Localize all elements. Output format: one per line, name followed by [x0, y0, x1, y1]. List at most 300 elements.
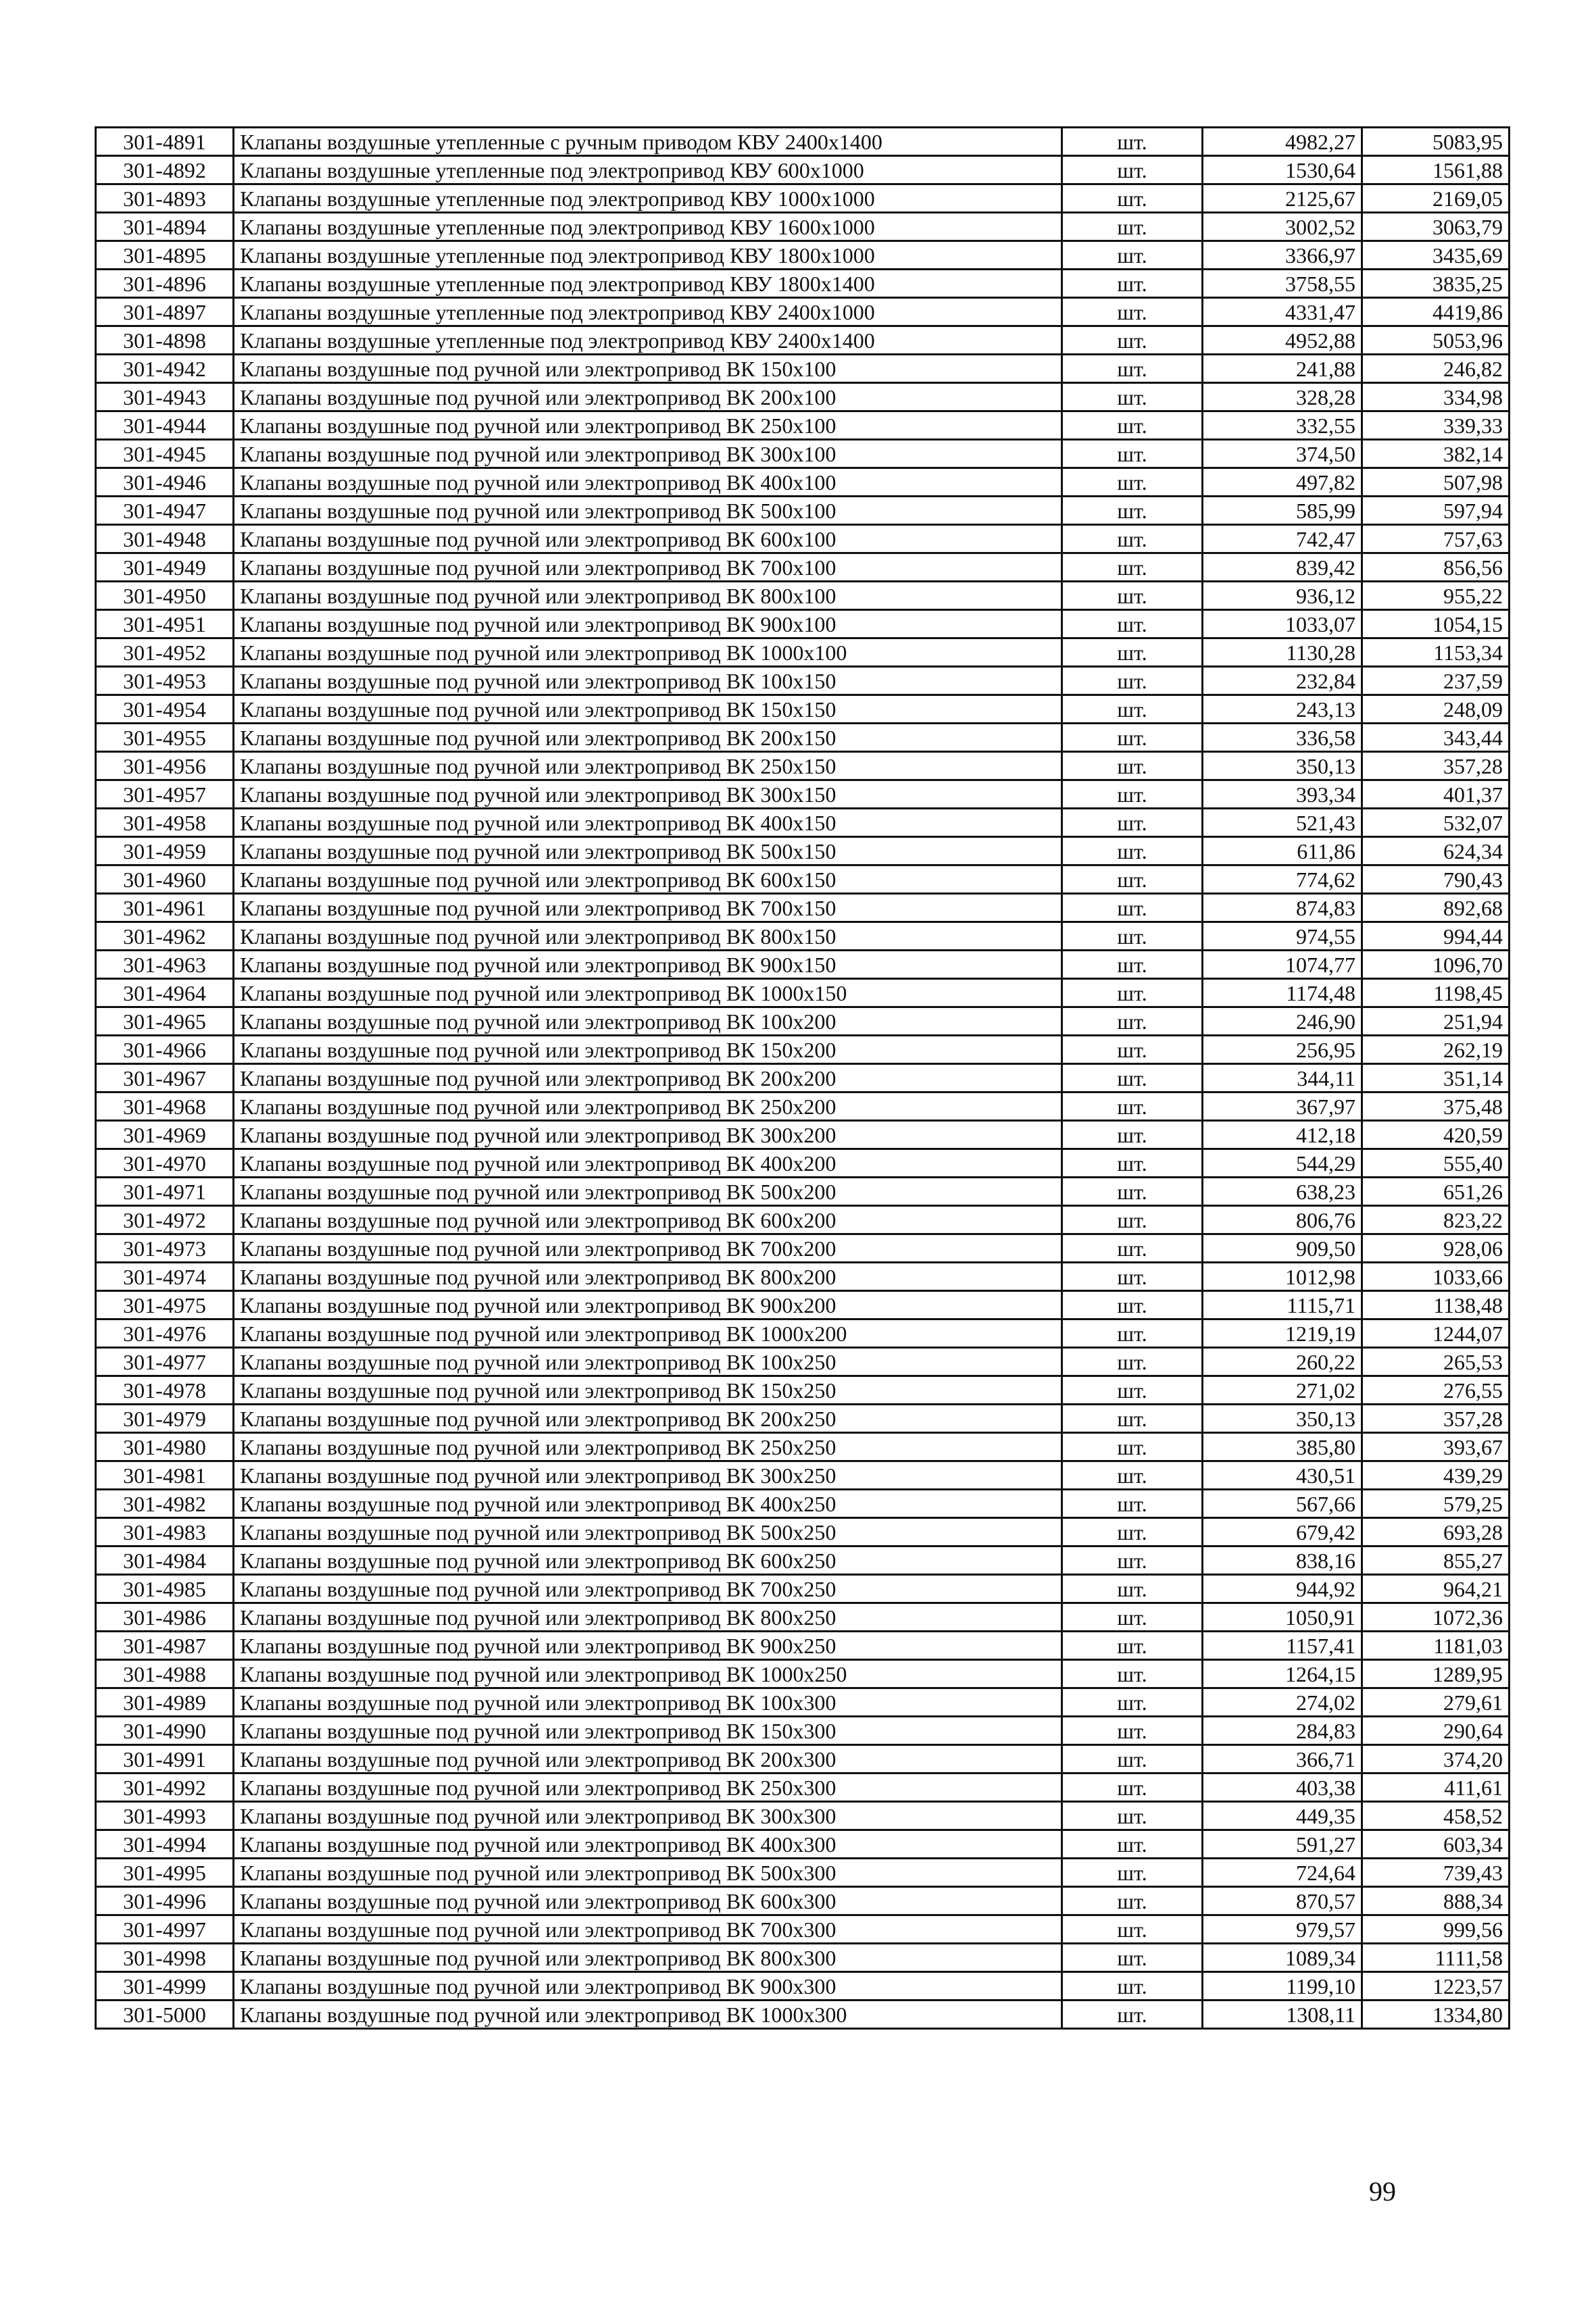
- unit-cell: шт.: [1062, 1802, 1203, 1830]
- price-2-cell: 856,56: [1362, 553, 1510, 582]
- unit-cell: шт.: [1062, 525, 1203, 553]
- item-code-cell: 301-4966: [96, 1036, 234, 1064]
- item-code-cell: 301-4962: [96, 922, 234, 951]
- price-1-cell: 4982,27: [1203, 128, 1362, 156]
- item-name-cell: Клапаны воздушные под ручной или электропривод ВК 500х250: [234, 1518, 1062, 1546]
- item-name-cell: Клапаны воздушные под ручной или электропривод ВК 1000х200: [234, 1319, 1062, 1348]
- item-code-cell: 301-4972: [96, 1206, 234, 1234]
- item-code-cell: 301-4969: [96, 1121, 234, 1149]
- unit-cell: шт.: [1062, 1121, 1203, 1149]
- item-name-cell: Клапаны воздушные под ручной или электропривод ВК 500х100: [234, 497, 1062, 525]
- unit-cell: шт.: [1062, 355, 1203, 383]
- price-2-cell: 262,19: [1362, 1036, 1510, 1064]
- unit-cell: шт.: [1062, 2001, 1203, 2029]
- unit-cell: шт.: [1062, 1660, 1203, 1688]
- price-2-cell: 1054,15: [1362, 610, 1510, 638]
- price-1-cell: 1199,10: [1203, 1972, 1362, 2001]
- item-name-cell: Клапаны воздушные под ручной или электропривод ВК 1000х150: [234, 979, 1062, 1007]
- item-code-cell: 301-4961: [96, 894, 234, 922]
- item-name-cell: Клапаны воздушные утепленные под электропривод КВУ 1600х1000: [234, 213, 1062, 241]
- price-1-cell: 4331,47: [1203, 298, 1362, 326]
- unit-cell: шт.: [1062, 1376, 1203, 1405]
- price-1-cell: 944,92: [1203, 1575, 1362, 1603]
- price-1-cell: 4952,88: [1203, 326, 1362, 355]
- table-row: [96, 922, 1510, 951]
- price-1-cell: 874,83: [1203, 894, 1362, 922]
- item-name-cell: Клапаны воздушные под ручной или электропривод ВК 400х250: [234, 1490, 1062, 1518]
- table-row: [96, 184, 1510, 213]
- item-name-cell: Клапаны воздушные утепленные под электропривод КВУ 1000х1000: [234, 184, 1062, 213]
- item-name-cell: Клапаны воздушные под ручной или электропривод ВК 200х200: [234, 1064, 1062, 1092]
- item-code-cell: 301-4997: [96, 1915, 234, 1944]
- table-row: [96, 1717, 1510, 1745]
- unit-cell: шт.: [1062, 1830, 1203, 1859]
- table-row: [96, 837, 1510, 865]
- price-2-cell: 1561,88: [1362, 156, 1510, 184]
- table-row: [96, 1745, 1510, 1774]
- unit-cell: шт.: [1062, 184, 1203, 213]
- price-2-cell: 393,67: [1362, 1433, 1510, 1461]
- unit-cell: шт.: [1062, 1944, 1203, 1972]
- item-name-cell: Клапаны воздушные под ручной или электропривод ВК 600х150: [234, 865, 1062, 894]
- table-row: [96, 1830, 1510, 1859]
- unit-cell: шт.: [1062, 553, 1203, 582]
- price-2-cell: 1072,36: [1362, 1603, 1510, 1632]
- item-name-cell: Клапаны воздушные под ручной или электропривод ВК 300х250: [234, 1461, 1062, 1490]
- price-2-cell: 3435,69: [1362, 241, 1510, 270]
- item-name-cell: Клапаны воздушные под ручной или электропривод ВК 250х250: [234, 1433, 1062, 1461]
- table-row: [96, 1632, 1510, 1660]
- price-1-cell: 1174,48: [1203, 979, 1362, 1007]
- price-2-cell: 458,52: [1362, 1802, 1510, 1830]
- price-2-cell: 1033,66: [1362, 1263, 1510, 1291]
- item-code-cell: 301-4964: [96, 979, 234, 1007]
- item-name-cell: Клапаны воздушные утепленные под электропривод КВУ 1800х1400: [234, 270, 1062, 298]
- item-name-cell: Клапаны воздушные утепленные под электропривод КВУ 1800х1000: [234, 241, 1062, 270]
- table-row: [96, 326, 1510, 355]
- price-1-cell: 1308,11: [1203, 2001, 1362, 2029]
- price-1-cell: 497,82: [1203, 468, 1362, 497]
- item-code-cell: 301-4958: [96, 809, 234, 837]
- unit-cell: шт.: [1062, 440, 1203, 468]
- price-2-cell: 603,34: [1362, 1830, 1510, 1859]
- item-code-cell: 301-4995: [96, 1859, 234, 1887]
- price-1-cell: 838,16: [1203, 1546, 1362, 1575]
- item-code-cell: 301-4896: [96, 270, 234, 298]
- unit-cell: шт.: [1062, 1149, 1203, 1178]
- item-code-cell: 301-4956: [96, 752, 234, 780]
- unit-cell: шт.: [1062, 497, 1203, 525]
- price-1-cell: 256,95: [1203, 1036, 1362, 1064]
- table-row: [96, 525, 1510, 553]
- price-2-cell: 955,22: [1362, 582, 1510, 610]
- item-code-cell: 301-4987: [96, 1632, 234, 1660]
- price-2-cell: 739,43: [1362, 1859, 1510, 1887]
- item-name-cell: Клапаны воздушные утепленные под электропривод КВУ 2400х1400: [234, 326, 1062, 355]
- price-1-cell: 1074,77: [1203, 951, 1362, 979]
- table-row: [96, 1660, 1510, 1688]
- table-row: [96, 1490, 1510, 1518]
- item-code-cell: 301-4983: [96, 1518, 234, 1546]
- price-2-cell: 357,28: [1362, 752, 1510, 780]
- item-name-cell: Клапаны воздушные утепленные с ручным приводом КВУ 2400х1400: [234, 128, 1062, 156]
- table-row: [96, 724, 1510, 752]
- price-1-cell: 3002,52: [1203, 213, 1362, 241]
- price-1-cell: 544,29: [1203, 1149, 1362, 1178]
- table-row: [96, 2001, 1510, 2029]
- table-row: [96, 1007, 1510, 1036]
- table-row: [96, 497, 1510, 525]
- price-2-cell: 1138,48: [1362, 1291, 1510, 1319]
- page-number: 99: [1369, 2176, 1396, 2207]
- unit-cell: шт.: [1062, 894, 1203, 922]
- item-code-cell: 301-4893: [96, 184, 234, 213]
- price-2-cell: 823,22: [1362, 1206, 1510, 1234]
- table-row: [96, 213, 1510, 241]
- item-name-cell: Клапаны воздушные под ручной или электропривод ВК 100х250: [234, 1348, 1062, 1376]
- unit-cell: шт.: [1062, 1688, 1203, 1717]
- price-1-cell: 979,57: [1203, 1915, 1362, 1944]
- item-code-cell: 301-4994: [96, 1830, 234, 1859]
- item-code-cell: 301-4999: [96, 1972, 234, 2001]
- table-row: [96, 1575, 1510, 1603]
- unit-cell: шт.: [1062, 695, 1203, 724]
- item-name-cell: Клапаны воздушные под ручной или электропривод ВК 900х250: [234, 1632, 1062, 1660]
- price-2-cell: 964,21: [1362, 1575, 1510, 1603]
- price-1-cell: 1115,71: [1203, 1291, 1362, 1319]
- unit-cell: шт.: [1062, 156, 1203, 184]
- item-code-cell: 301-4942: [96, 355, 234, 383]
- item-code-cell: 301-4943: [96, 383, 234, 411]
- price-2-cell: 757,63: [1362, 525, 1510, 553]
- item-code-cell: 301-4982: [96, 1490, 234, 1518]
- item-name-cell: Клапаны воздушные под ручной или электропривод ВК 1000х100: [234, 638, 1062, 667]
- unit-cell: шт.: [1062, 1007, 1203, 1036]
- item-code-cell: 301-4973: [96, 1234, 234, 1263]
- item-name-cell: Клапаны воздушные под ручной или электропривод ВК 250х150: [234, 752, 1062, 780]
- table-row: [96, 440, 1510, 468]
- item-name-cell: Клапаны воздушные под ручной или электропривод ВК 250х100: [234, 411, 1062, 440]
- unit-cell: шт.: [1062, 1405, 1203, 1433]
- price-2-cell: 374,20: [1362, 1745, 1510, 1774]
- price-2-cell: 3835,25: [1362, 270, 1510, 298]
- table-row: [96, 752, 1510, 780]
- unit-cell: шт.: [1062, 1319, 1203, 1348]
- price-1-cell: 284,83: [1203, 1717, 1362, 1745]
- item-code-cell: 301-4954: [96, 695, 234, 724]
- price-1-cell: 274,02: [1203, 1688, 1362, 1717]
- price-1-cell: 246,90: [1203, 1007, 1362, 1036]
- unit-cell: шт.: [1062, 1575, 1203, 1603]
- price-1-cell: 1089,34: [1203, 1944, 1362, 1972]
- item-code-cell: 301-4996: [96, 1887, 234, 1915]
- price-1-cell: 393,34: [1203, 780, 1362, 809]
- table-row: [96, 1405, 1510, 1433]
- price-1-cell: 742,47: [1203, 525, 1362, 553]
- price-1-cell: 1219,19: [1203, 1319, 1362, 1348]
- unit-cell: шт.: [1062, 1546, 1203, 1575]
- unit-cell: шт.: [1062, 1178, 1203, 1206]
- price-2-cell: 507,98: [1362, 468, 1510, 497]
- item-code-cell: 301-4986: [96, 1603, 234, 1632]
- price-1-cell: 350,13: [1203, 1405, 1362, 1433]
- item-code-cell: 301-4977: [96, 1348, 234, 1376]
- price-1-cell: 2125,67: [1203, 184, 1362, 213]
- item-name-cell: Клапаны воздушные под ручной или электропривод ВК 700х150: [234, 894, 1062, 922]
- price-1-cell: 585,99: [1203, 497, 1362, 525]
- price-1-cell: 611,86: [1203, 837, 1362, 865]
- item-name-cell: Клапаны воздушные под ручной или электропривод ВК 400х300: [234, 1830, 1062, 1859]
- price-2-cell: 624,34: [1362, 837, 1510, 865]
- price-1-cell: 243,13: [1203, 695, 1362, 724]
- item-code-cell: 301-4897: [96, 298, 234, 326]
- table-row: [96, 1291, 1510, 1319]
- table-row: [96, 1149, 1510, 1178]
- price-1-cell: 332,55: [1203, 411, 1362, 440]
- table-row: [96, 780, 1510, 809]
- table-row: [96, 667, 1510, 695]
- table-row: [96, 1944, 1510, 1972]
- table-row: [96, 241, 1510, 270]
- item-name-cell: Клапаны воздушные под ручной или электропривод ВК 800х250: [234, 1603, 1062, 1632]
- price-2-cell: 246,82: [1362, 355, 1510, 383]
- table-row: [96, 411, 1510, 440]
- price-2-cell: 237,59: [1362, 667, 1510, 695]
- item-name-cell: Клапаны воздушные под ручной или электропривод ВК 1000х250: [234, 1660, 1062, 1688]
- price-1-cell: 260,22: [1203, 1348, 1362, 1376]
- unit-cell: шт.: [1062, 724, 1203, 752]
- price-1-cell: 350,13: [1203, 752, 1362, 780]
- table-row: [96, 1348, 1510, 1376]
- price-2-cell: 532,07: [1362, 809, 1510, 837]
- unit-cell: шт.: [1062, 1490, 1203, 1518]
- item-code-cell: 301-4989: [96, 1688, 234, 1717]
- unit-cell: шт.: [1062, 951, 1203, 979]
- price-2-cell: 3063,79: [1362, 213, 1510, 241]
- item-code-cell: 301-4992: [96, 1774, 234, 1802]
- price-1-cell: 1050,91: [1203, 1603, 1362, 1632]
- item-code-cell: 301-4947: [96, 497, 234, 525]
- table-row: [96, 638, 1510, 667]
- item-name-cell: Клапаны воздушные под ручной или электропривод ВК 500х150: [234, 837, 1062, 865]
- item-name-cell: Клапаны воздушные под ручной или электропривод ВК 800х150: [234, 922, 1062, 951]
- unit-cell: шт.: [1062, 1461, 1203, 1490]
- unit-cell: шт.: [1062, 1887, 1203, 1915]
- table-row: [96, 298, 1510, 326]
- price-2-cell: 1096,70: [1362, 951, 1510, 979]
- item-name-cell: Клапаны воздушные под ручной или электропривод ВК 600х100: [234, 525, 1062, 553]
- item-code-cell: 301-4951: [96, 610, 234, 638]
- price-2-cell: 334,98: [1362, 383, 1510, 411]
- unit-cell: шт.: [1062, 1972, 1203, 2001]
- price-2-cell: 999,56: [1362, 1915, 1510, 1944]
- item-code-cell: 301-4980: [96, 1433, 234, 1461]
- unit-cell: шт.: [1062, 1092, 1203, 1121]
- item-name-cell: Клапаны воздушные под ручной или электропривод ВК 600х300: [234, 1887, 1062, 1915]
- item-code-cell: 301-4979: [96, 1405, 234, 1433]
- item-code-cell: 301-4988: [96, 1660, 234, 1688]
- unit-cell: шт.: [1062, 1745, 1203, 1774]
- price-2-cell: 339,33: [1362, 411, 1510, 440]
- price-2-cell: 555,40: [1362, 1149, 1510, 1178]
- item-name-cell: Клапаны воздушные под ручной или электропривод ВК 800х100: [234, 582, 1062, 610]
- unit-cell: шт.: [1062, 1064, 1203, 1092]
- price-1-cell: 366,71: [1203, 1745, 1362, 1774]
- unit-cell: шт.: [1062, 979, 1203, 1007]
- price-1-cell: 328,28: [1203, 383, 1362, 411]
- item-name-cell: Клапаны воздушные под ручной или электропривод ВК 800х300: [234, 1944, 1062, 1972]
- item-name-cell: Клапаны воздушные под ручной или электропривод ВК 300х200: [234, 1121, 1062, 1149]
- item-name-cell: Клапаны воздушные под ручной или электропривод ВК 900х100: [234, 610, 1062, 638]
- unit-cell: шт.: [1062, 1263, 1203, 1291]
- price-1-cell: 591,27: [1203, 1830, 1362, 1859]
- price-1-cell: 974,55: [1203, 922, 1362, 951]
- item-name-cell: Клапаны воздушные под ручной или электропривод ВК 150х250: [234, 1376, 1062, 1405]
- item-code-cell: 301-4945: [96, 440, 234, 468]
- item-code-cell: 301-4985: [96, 1575, 234, 1603]
- table-row: [96, 1121, 1510, 1149]
- unit-cell: шт.: [1062, 1632, 1203, 1660]
- price-1-cell: 241,88: [1203, 355, 1362, 383]
- price-2-cell: 279,61: [1362, 1688, 1510, 1717]
- item-name-cell: Клапаны воздушные под ручной или электропривод ВК 150х150: [234, 695, 1062, 724]
- price-2-cell: 1289,95: [1362, 1660, 1510, 1688]
- item-code-cell: 301-4971: [96, 1178, 234, 1206]
- item-name-cell: Клапаны воздушные под ручной или электропривод ВК 700х300: [234, 1915, 1062, 1944]
- price-2-cell: 1334,80: [1362, 2001, 1510, 2029]
- table-row: [96, 128, 1510, 156]
- unit-cell: шт.: [1062, 1915, 1203, 1944]
- price-1-cell: 1033,07: [1203, 610, 1362, 638]
- item-name-cell: Клапаны воздушные под ручной или электропривод ВК 150х100: [234, 355, 1062, 383]
- price-2-cell: 928,06: [1362, 1234, 1510, 1263]
- unit-cell: шт.: [1062, 411, 1203, 440]
- price-1-cell: 567,66: [1203, 1490, 1362, 1518]
- item-name-cell: Клапаны воздушные под ручной или электропривод ВК 500х200: [234, 1178, 1062, 1206]
- table-row: [96, 1433, 1510, 1461]
- item-name-cell: Клапаны воздушные утепленные под электропривод КВУ 600х1000: [234, 156, 1062, 184]
- price-1-cell: 806,76: [1203, 1206, 1362, 1234]
- table-row: [96, 355, 1510, 383]
- unit-cell: шт.: [1062, 582, 1203, 610]
- table-row: [96, 1064, 1510, 1092]
- price-table-body: [96, 128, 1510, 2029]
- unit-cell: шт.: [1062, 809, 1203, 837]
- table-row: [96, 1263, 1510, 1291]
- price-2-cell: 5053,96: [1362, 326, 1510, 355]
- item-name-cell: Клапаны воздушные под ручной или электропривод ВК 300х300: [234, 1802, 1062, 1830]
- unit-cell: шт.: [1062, 241, 1203, 270]
- price-2-cell: 265,53: [1362, 1348, 1510, 1376]
- table-row: [96, 1859, 1510, 1887]
- item-name-cell: Клапаны воздушные под ручной или электропривод ВК 900х150: [234, 951, 1062, 979]
- item-name-cell: Клапаны воздушные под ручной или электропривод ВК 400х150: [234, 809, 1062, 837]
- item-code-cell: 301-4993: [96, 1802, 234, 1830]
- table-row: [96, 156, 1510, 184]
- price-1-cell: 839,42: [1203, 553, 1362, 582]
- table-row: [96, 1603, 1510, 1632]
- unit-cell: шт.: [1062, 638, 1203, 667]
- item-name-cell: Клапаны воздушные под ручной или электропривод ВК 300х100: [234, 440, 1062, 468]
- price-1-cell: 232,84: [1203, 667, 1362, 695]
- price-2-cell: 2169,05: [1362, 184, 1510, 213]
- item-name-cell: Клапаны воздушные под ручной или электропривод ВК 700х200: [234, 1234, 1062, 1263]
- item-name-cell: Клапаны воздушные под ручной или электропривод ВК 200х250: [234, 1405, 1062, 1433]
- price-1-cell: 449,35: [1203, 1802, 1362, 1830]
- unit-cell: шт.: [1062, 610, 1203, 638]
- price-2-cell: 1153,34: [1362, 638, 1510, 667]
- price-2-cell: 351,14: [1362, 1064, 1510, 1092]
- item-name-cell: Клапаны воздушные под ручной или электропривод ВК 150х200: [234, 1036, 1062, 1064]
- table-row: [96, 894, 1510, 922]
- item-code-cell: 301-4957: [96, 780, 234, 809]
- price-1-cell: 3758,55: [1203, 270, 1362, 298]
- item-name-cell: Клапаны воздушные под ручной или электропривод ВК 200х150: [234, 724, 1062, 752]
- item-code-cell: 301-4895: [96, 241, 234, 270]
- unit-cell: шт.: [1062, 922, 1203, 951]
- price-1-cell: 344,11: [1203, 1064, 1362, 1092]
- item-code-cell: 301-4970: [96, 1149, 234, 1178]
- price-2-cell: 439,29: [1362, 1461, 1510, 1490]
- item-name-cell: Клапаны воздушные под ручной или электропривод ВК 1000х300: [234, 2001, 1062, 2029]
- item-name-cell: Клапаны воздушные под ручной или электропривод ВК 400х100: [234, 468, 1062, 497]
- item-code-cell: 301-4965: [96, 1007, 234, 1036]
- item-code-cell: 301-4991: [96, 1745, 234, 1774]
- item-name-cell: Клапаны воздушные под ручной или электропривод ВК 500х300: [234, 1859, 1062, 1887]
- price-1-cell: 1264,15: [1203, 1660, 1362, 1688]
- table-row: [96, 865, 1510, 894]
- item-code-cell: 301-5000: [96, 2001, 234, 2029]
- price-2-cell: 597,94: [1362, 497, 1510, 525]
- item-code-cell: 301-4990: [96, 1717, 234, 1745]
- item-code-cell: 301-4955: [96, 724, 234, 752]
- table-row: [96, 1376, 1510, 1405]
- price-table: [95, 126, 1510, 2030]
- table-row: [96, 468, 1510, 497]
- table-row: [96, 1802, 1510, 1830]
- item-code-cell: 301-4952: [96, 638, 234, 667]
- unit-cell: шт.: [1062, 780, 1203, 809]
- unit-cell: шт.: [1062, 1234, 1203, 1263]
- price-1-cell: 521,43: [1203, 809, 1362, 837]
- item-name-cell: Клапаны воздушные под ручной или электропривод ВК 400х200: [234, 1149, 1062, 1178]
- item-name-cell: Клапаны воздушные под ручной или электропривод ВК 600х250: [234, 1546, 1062, 1575]
- price-1-cell: 374,50: [1203, 440, 1362, 468]
- item-code-cell: 301-4976: [96, 1319, 234, 1348]
- item-name-cell: Клапаны воздушные под ручной или электропривод ВК 200х300: [234, 1745, 1062, 1774]
- item-code-cell: 301-4975: [96, 1291, 234, 1319]
- unit-cell: шт.: [1062, 1774, 1203, 1802]
- unit-cell: шт.: [1062, 298, 1203, 326]
- table-row: [96, 695, 1510, 724]
- item-code-cell: 301-4960: [96, 865, 234, 894]
- item-name-cell: Клапаны воздушные под ручной или электропривод ВК 100х300: [234, 1688, 1062, 1717]
- table-row: [96, 383, 1510, 411]
- price-1-cell: 367,97: [1203, 1092, 1362, 1121]
- price-2-cell: 276,55: [1362, 1376, 1510, 1405]
- unit-cell: шт.: [1062, 270, 1203, 298]
- table-row: [96, 1461, 1510, 1490]
- price-1-cell: 271,02: [1203, 1376, 1362, 1405]
- price-2-cell: 651,26: [1362, 1178, 1510, 1206]
- item-code-cell: 301-4944: [96, 411, 234, 440]
- price-1-cell: 1012,98: [1203, 1263, 1362, 1291]
- item-name-cell: Клапаны воздушные под ручной или электропривод ВК 100х200: [234, 1007, 1062, 1036]
- item-code-cell: 301-4949: [96, 553, 234, 582]
- price-2-cell: 251,94: [1362, 1007, 1510, 1036]
- price-1-cell: 412,18: [1203, 1121, 1362, 1149]
- item-code-cell: 301-4978: [96, 1376, 234, 1405]
